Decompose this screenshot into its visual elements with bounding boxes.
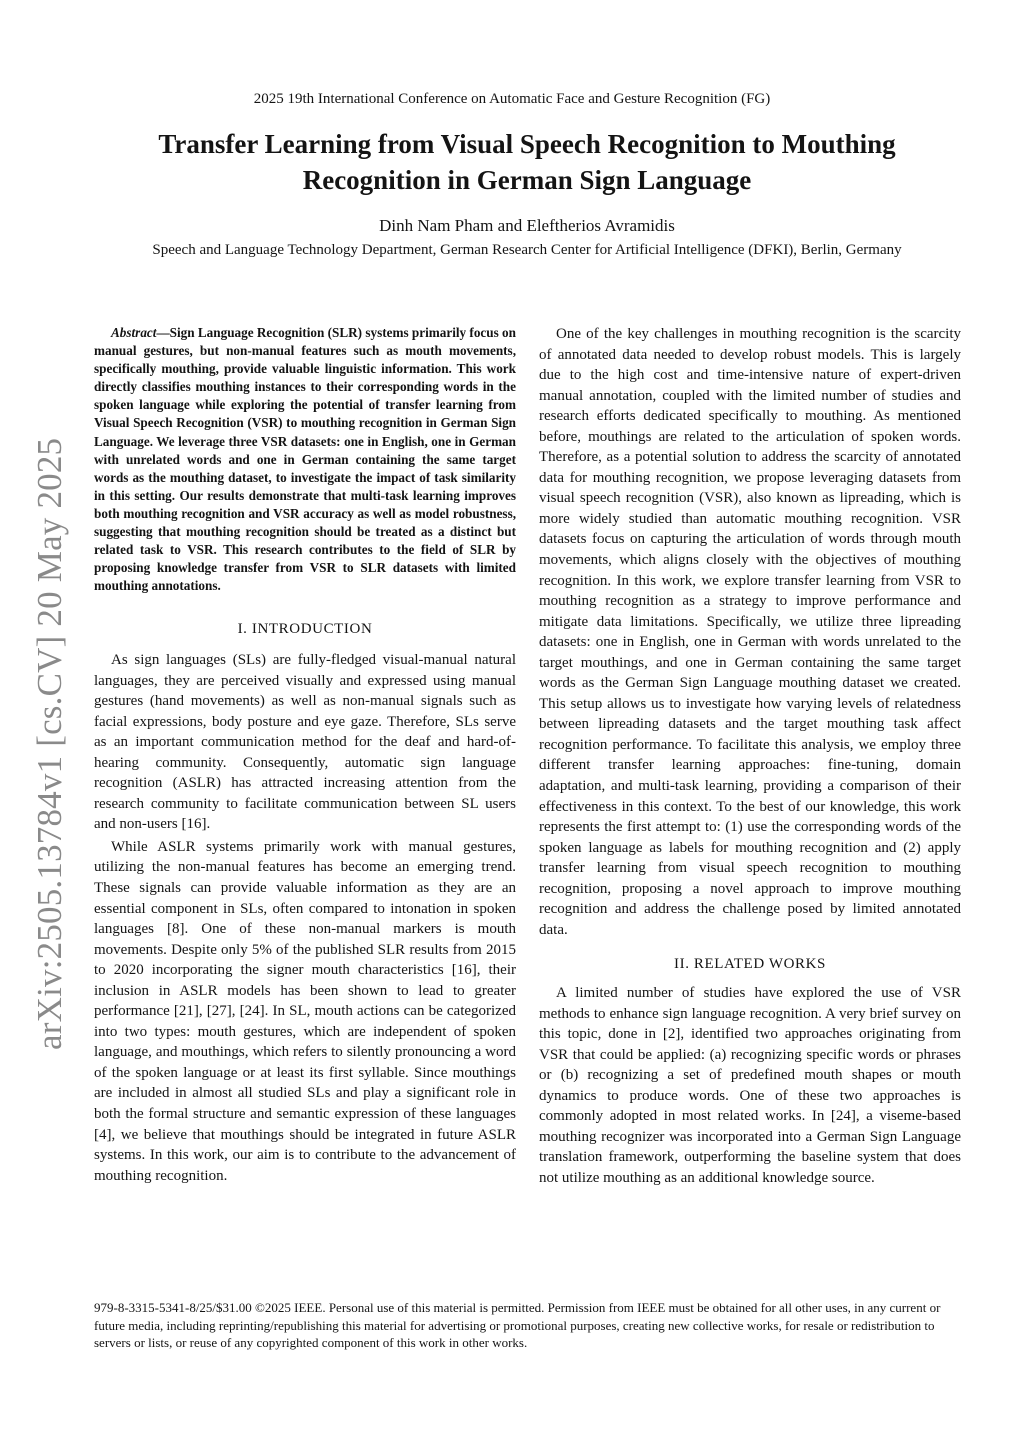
section-heading-introduction: I. INTRODUCTION (237, 621, 373, 638)
abstract-text: Sign Language Recognition (SLR) systems primarily focus on manual gestures, but non-manual features such as mouth movements, specifically mouthing, provide valuable linguistic information. This work directly classifies mouthing instances to their corresponding words in the spoken language while exploring the potential of transfer learning from Visual Speech Recognition (VSR) to mouthing recognition in German Sign Language. We leverage three VSR datasets: one in English, one in German with unrelated words and one in German containing the same target words as the mouthing dataset, to investigate the impact of task similarity in this setting. Our results demonstrate that multi-task learning improves both mouthing recognition and VSR accuracy as well as model robustness, suggesting that mouthing recognition should be treated as a distinct but related task to VSR. This research contributes to the field of SLR by proposing knowledge transfer from VSR to SLR datasets with limited mouthing annotations. (94, 325, 516, 594)
paper-title: Transfer Learning from Visual Speech Recognition to Mouthing Recognition in German Sign Language (158, 129, 896, 195)
right-column (539, 324, 961, 1188)
intro-paragraph-2: While ASLR systems primarily work with manual gestures, utilizing the non-manual features has become an emerging trend. These signals can provide valuable information as they are an essential component in SLs, often compared to intonation in spoken languages [8]. One of these non-manual markers is mouth movements. Despite only 5% of the published SLR results from 2015 to 2020 incorporating the signer mouth characteristics [16], their inclusion in ASLR models has been shown to lead to greater performance [21], [27], [24]. In SL, mouth actions can be categorized into two types: mouth gestures, which are independent of spoken language, and mouthings, which refers to silently pronouncing a word of the spoken language or at least its first syllable. Since mouthings are included in almost all studied SLs and play a significant role in both the formal structure and semantic expression of these languages [4], we believe that mouthings should be integrated in future ASLR systems. In this work, our aim is to contribute to the advancement of mouthing recognition. (94, 838, 516, 1184)
intro-paragraph-3: One of the key challenges in mouthing recognition is the scarcity of annotated data needed to develop robust models. This is largely due to the high cost and time-intensive nature of expert-driven manual annotation, coupled with the limited number of studies and research efforts dedicated specifically to mouthing. As mentioned before, mouthings are related to the articulation of spoken words. Therefore, as a potential solution to address the scarcity of annotated data for mouthing recognition, we propose leveraging datasets from visual speech recognition (VSR), also known as lipreading, which is more widely studied than automatic mouthing recognition. VSR datasets focus on capturing the articulation of words through mouth movements, which aligns closely with the objectives of mouthing recognition. In this work, we explore transfer learning from VSR to mouthing recognition as a strategy to improve performance and mitigate data limitations. Specifically, we utilize three lipreading datasets: one in English, one in German with words unrelated to the target mouthings, and one in German containing the same target words as the German Sign Language mouthing dataset we created. This setup allows us to investigate how varying levels of relatedness between lipreading datasets and the target mouthing task affect recognition performance. To facilitate this analysis, we employ three different transfer learning approaches: fine-tuning, domain adaptation, and multi-task learning, providing a comparison of their effectiveness in this context. To the best of our knowledge, this work represents the first attempt to: (1) use the corresponding words of the spoken language as labels for mouthing recognition and (2) apply transfer learning from visual speech recognition to mouthing recognition, proposing a novel approach to improve mouthing recognition and address the challenge posed by limited annotated data. (539, 326, 961, 938)
arxiv-identifier: arXiv:2505.13784v1 [cs.CV] 20 May 2025 (30, 437, 69, 1050)
affiliation: Speech and Language Technology Department, German Research Center for Artificial Intelligence (DFKI), Berlin, Germany (152, 242, 902, 258)
abstract-dash: — (156, 325, 170, 340)
authors: Dinh Nam Pham and Eleftherios Avramidis (379, 216, 675, 235)
left-column (94, 324, 516, 1186)
copyright-footer: 979-8-3315-5341-8/25/$31.00 ©2025 IEEE. Personal use of this material is permitted. Permission from IEEE must be obtained for all other uses, in any current or future media, including reprinting/republishing this material for advertising or promotional purposes, creating new collective works, for resale or redistribution to servers or lists, or reuse of any copyrighted component of this work in other works. (94, 1300, 941, 1350)
abstract-lead: Abstract (111, 325, 157, 340)
intro-paragraph-1: As sign languages (SLs) are fully-fledged visual-manual natural languages, they are perceived visually and expressed using manual gestures (hand movements) as well as non-manual signals such as facial expressions, body posture and eye gaze. Therefore, SLs serve as an important communication method for the deaf and hard-of-hearing community. Consequently, automatic sign language recognition (ASLR) has attracted increasing attention from the research community to facilitate communication between SL users and non-users [16]. (94, 651, 516, 833)
related-paragraph-1: A limited number of studies have explored the use of VSR methods to enhance sign language recognition. A very brief survey on this topic, done in [2], identified two approaches originating from VSR that could be applied: (a) recognizing specific words or phrases or (b) recognizing a set of predefined mouth shapes or mouth dynamics to produce words. One of these two approaches is commonly adopted in most related works. In [24], a viseme-based mouthing recognizer was incorporated into a German Sign Language translation framework, outperforming the baseline system that does not utilize mouthing as an additional knowledge source. (539, 984, 961, 1186)
section-heading-related-works: II. RELATED WORKS (674, 956, 826, 973)
abstract (94, 324, 516, 595)
conference-header: 2025 19th International Conference on Automatic Face and Gesture Recognition (FG) (253, 91, 771, 107)
